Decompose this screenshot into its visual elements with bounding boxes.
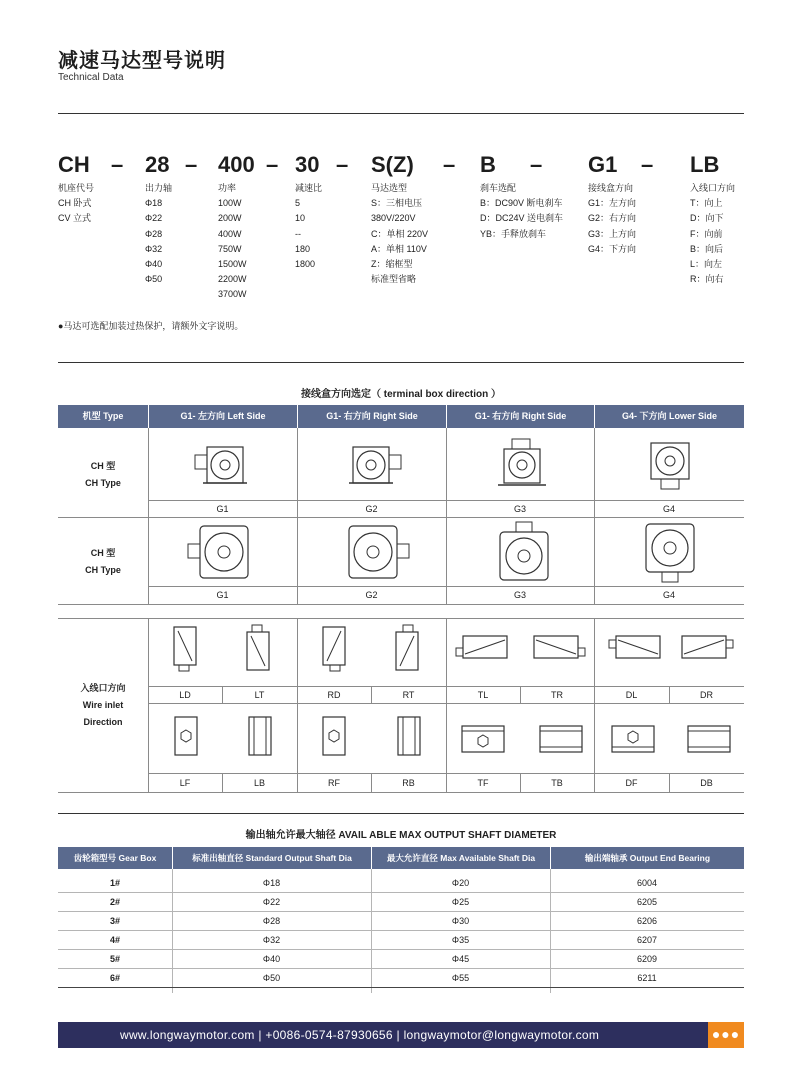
code-dash: – — [266, 152, 279, 177]
column-line: G2：右方向 — [588, 213, 637, 224]
gear-box-cell: 3# — [109, 916, 120, 926]
code-part: G1 — [588, 152, 618, 177]
g-code: G2 — [365, 590, 378, 600]
code-column — [58, 181, 94, 227]
code-column — [480, 181, 563, 242]
code-column — [145, 181, 172, 287]
grid-line — [58, 604, 744, 605]
column-line: Φ32 — [145, 243, 163, 254]
column-line: 3700W — [218, 289, 247, 300]
column-line: Φ50 — [145, 274, 163, 285]
code-dash: – — [530, 152, 543, 177]
gear-box-cell: 5# — [109, 954, 120, 964]
column-line: B：DC90V 断电刹车 — [480, 198, 563, 209]
max-dia-cell: Φ35 — [451, 935, 470, 945]
column-line: 400W — [218, 228, 242, 239]
grid-line — [148, 500, 744, 501]
column-head: 功率 — [218, 183, 237, 193]
column-line: R：向右 — [690, 274, 724, 285]
inlet-rd-drawing — [319, 625, 349, 673]
motor-g1-front-drawing — [186, 522, 256, 584]
column-line: 380V/220V — [371, 213, 416, 224]
column-head: 入线口方向 — [690, 183, 736, 193]
column-head: 接线盒方向 — [588, 183, 634, 193]
bearing-cell: 6206 — [636, 916, 658, 926]
column-line: Φ40 — [145, 259, 163, 270]
max-dia-cell: Φ25 — [451, 897, 470, 907]
standard-dia-cell: Φ40 — [262, 954, 281, 964]
grid-line — [297, 618, 298, 792]
row-type-label — [58, 545, 148, 579]
option-note: ●马达可选配加装过热保护，请额外文字说明。 — [58, 321, 244, 331]
grid-line — [594, 428, 595, 604]
column-line: A：单相 110V — [371, 243, 427, 254]
column-line: B：向后 — [690, 243, 724, 254]
column-line: Φ18 — [145, 198, 163, 209]
standard-dia-cell: Φ32 — [262, 935, 281, 945]
inlet-dr-drawing — [680, 632, 736, 664]
inlet-code: DL — [625, 690, 638, 700]
column-line: YB：手释放刹车 — [480, 228, 547, 239]
table-row — [58, 950, 744, 969]
code-part: B — [480, 152, 496, 177]
header-g2: G1- 右方向 Right Side — [298, 405, 447, 428]
max-dia-cell: Φ45 — [451, 954, 470, 964]
inlet-rf-drawing — [320, 715, 348, 759]
standard-dia-cell: Φ50 — [262, 973, 281, 983]
inlet-code: DF — [625, 778, 638, 788]
code-dash: – — [336, 152, 349, 177]
table-row — [58, 874, 744, 893]
header-type: 机型 Type — [58, 405, 149, 428]
column-line: D：DC24V 送电刹车 — [480, 213, 564, 224]
code-part: LB — [690, 152, 720, 177]
inlet-lf-drawing — [172, 715, 200, 759]
grid-line — [148, 428, 149, 604]
standard-dia-cell: Φ18 — [262, 878, 281, 888]
wire-inlet-label — [58, 680, 148, 731]
column-line: Φ28 — [145, 228, 163, 239]
motor-g2-front-drawing — [341, 522, 411, 584]
inlet-code: TL — [477, 690, 489, 700]
column-line: G1：左方向 — [588, 198, 637, 209]
column-head: 马达选型 — [371, 183, 408, 193]
header-max-dia: 最大允许直径 Max Available Shaft Dia — [372, 847, 551, 869]
inlet-code: LF — [179, 778, 191, 788]
standard-dia-cell: Φ22 — [262, 897, 281, 907]
grid-line — [58, 618, 744, 619]
gear-box-cell: 4# — [109, 935, 120, 945]
inlet-code: RF — [328, 778, 340, 788]
inlet-code: LT — [254, 690, 265, 700]
code-part: CH — [58, 152, 90, 177]
column-line: S：三相电压 — [371, 198, 423, 209]
page-subtitle: Technical Data — [58, 72, 124, 83]
grid-line — [58, 517, 744, 518]
g-code: G4 — [662, 504, 675, 514]
table-row — [58, 969, 744, 988]
table-row — [58, 912, 744, 931]
grid-line — [446, 618, 447, 792]
motor-g3-front-drawing — [490, 522, 560, 584]
row-type-label — [58, 458, 148, 492]
bearing-cell: 6207 — [636, 935, 658, 945]
g-code: G2 — [365, 504, 378, 514]
table-row — [58, 931, 744, 950]
column-line: 10 — [295, 213, 306, 224]
column-line: G3：上方向 — [588, 228, 637, 239]
page-title: 减速马达型号说明 — [58, 50, 226, 72]
divider — [58, 813, 744, 814]
code-column — [295, 181, 322, 272]
shaft-table-header — [58, 847, 744, 869]
column-head: 出力轴 — [145, 183, 173, 193]
inlet-db-drawing — [686, 722, 732, 756]
column-head: 刹车选配 — [480, 183, 517, 193]
column-line: D：向下 — [690, 213, 724, 224]
code-part: 30 — [295, 152, 320, 177]
column-head: 机座代号 — [58, 183, 95, 193]
g-code: G3 — [513, 504, 526, 514]
code-column — [371, 181, 428, 287]
terminal-box-title: 接线盒方向选定（ terminal box direction ） — [300, 389, 502, 400]
header-g4: G4- 下方向 Lower Side — [621, 411, 717, 421]
inlet-lt-drawing — [243, 625, 273, 673]
inlet-code: TF — [477, 778, 489, 788]
column-line: CV 立式 — [58, 213, 92, 224]
code-column — [588, 181, 636, 257]
g-code: G1 — [216, 504, 229, 514]
type-en: CH Type — [85, 478, 121, 488]
motor-g4-side-drawing — [641, 437, 701, 495]
inlet-code: LB — [253, 778, 265, 788]
code-part: 400 — [218, 152, 255, 177]
inlet-rb-drawing — [395, 715, 423, 759]
inlet-df-drawing — [610, 722, 656, 756]
standard-dia-cell: Φ28 — [262, 916, 281, 926]
header-bearing: 输出端轴承 Output End Bearing — [584, 853, 711, 863]
inlet-tr-drawing — [530, 632, 586, 664]
inlet-tl-drawing — [455, 632, 511, 664]
grid-line — [148, 618, 149, 792]
max-dia-cell: Φ30 — [451, 916, 470, 926]
column-line: 200W — [218, 213, 242, 224]
motor-g3-side-drawing — [494, 437, 554, 495]
gear-box-cell: 6# — [109, 973, 120, 983]
column-line: G4：下方向 — [588, 243, 637, 254]
gear-box-cell: 2# — [109, 897, 120, 907]
grid-line — [297, 428, 298, 604]
terminal-box-header — [58, 405, 744, 428]
inlet-ld-drawing — [170, 625, 200, 673]
grid-line — [594, 618, 595, 792]
bearing-cell: 6211 — [637, 973, 657, 983]
bearing-cell: 6209 — [636, 954, 658, 964]
grid-line — [446, 428, 447, 604]
bearing-cell: 6004 — [636, 878, 658, 888]
code-dash: – — [641, 152, 654, 177]
motor-g1-side-drawing — [193, 437, 253, 495]
column-line: C：单相 220V — [371, 228, 429, 239]
header-g3: G1- 右方向 Right Side — [447, 405, 595, 428]
column-line: -- — [295, 228, 301, 239]
max-dia-cell: Φ20 — [451, 878, 470, 888]
grid-line — [58, 792, 744, 793]
column-line: 100W — [218, 198, 242, 209]
column-head: 减速比 — [295, 183, 323, 193]
column-line: 标准型省略 — [371, 274, 417, 285]
inlet-tb-drawing — [538, 722, 584, 756]
divider — [58, 362, 744, 363]
motor-g4-front-drawing — [636, 522, 706, 584]
inlet-code: RT — [402, 690, 415, 700]
column-line: CH 卧式 — [58, 198, 92, 209]
column-line: Z：缩框型 — [371, 259, 413, 270]
grid-line — [148, 586, 744, 587]
motor-g2-side-drawing — [345, 437, 405, 495]
bearing-cell: 6205 — [636, 897, 658, 907]
table-row — [58, 893, 744, 912]
header-standard-dia: 标准出轴直径 Standard Output Shaft Dia — [173, 847, 372, 869]
type-cn: CH 型 — [90, 461, 116, 471]
wire-inlet-cn: 入线口方向 — [80, 683, 126, 693]
inlet-dl-drawing — [606, 632, 662, 664]
code-part: S(Z) — [371, 152, 414, 177]
max-dia-cell: Φ55 — [451, 973, 470, 983]
inlet-code: LD — [179, 690, 191, 700]
code-dash: – — [111, 152, 124, 177]
column-line: Φ22 — [145, 213, 163, 224]
gear-box-cell: 1# — [109, 878, 120, 888]
g-code: G3 — [513, 590, 526, 600]
footer-dots-icon: ●●● — [708, 1022, 744, 1048]
type-cn: CH 型 — [90, 548, 116, 558]
wire-inlet-en: Wire inlet — [82, 700, 124, 710]
column-line: 750W — [218, 243, 242, 254]
column-line: 180 — [295, 243, 311, 254]
code-column — [690, 181, 735, 287]
column-line: 1500W — [218, 259, 247, 270]
inlet-tf-drawing — [460, 722, 506, 756]
column-line: 1800 — [295, 259, 316, 270]
inlet-code: TB — [551, 778, 563, 788]
code-part: 28 — [145, 152, 170, 177]
column-line: T：向上 — [690, 198, 723, 209]
wire-inlet-en2: Direction — [83, 717, 123, 727]
inlet-code: RD — [327, 690, 341, 700]
header-g1: G1- 左方向 Left Side — [149, 405, 298, 428]
inlet-rt-drawing — [392, 625, 422, 673]
type-en: CH Type — [85, 565, 121, 575]
code-column — [218, 181, 247, 303]
divider — [58, 113, 744, 114]
inlet-code: TR — [551, 690, 563, 700]
column-line: L：向左 — [690, 259, 723, 270]
code-dash: – — [185, 152, 198, 177]
g-code: G4 — [662, 590, 675, 600]
g-code: G1 — [216, 590, 229, 600]
inlet-lb-drawing — [246, 715, 274, 759]
shaft-table-title: 输出轴允许最大轴径 AVAIL ABLE MAX OUTPUT SHAFT DIAMETER — [245, 830, 557, 841]
footer-contact[interactable]: www.longwaymotor.com | +0086-0574-87930656 | longwaymotor@longwaymotor.com — [120, 1028, 600, 1042]
column-line: 2200W — [218, 274, 247, 285]
code-dash: – — [443, 152, 456, 177]
column-line: F：向前 — [690, 228, 723, 239]
header-gear-box: 齿轮箱型号 Gear Box — [58, 847, 173, 869]
footer-bar — [58, 1022, 744, 1048]
inlet-code: DR — [700, 690, 713, 700]
column-line: 5 — [295, 198, 301, 209]
inlet-code: RB — [402, 778, 415, 788]
inlet-code: DB — [700, 778, 713, 788]
